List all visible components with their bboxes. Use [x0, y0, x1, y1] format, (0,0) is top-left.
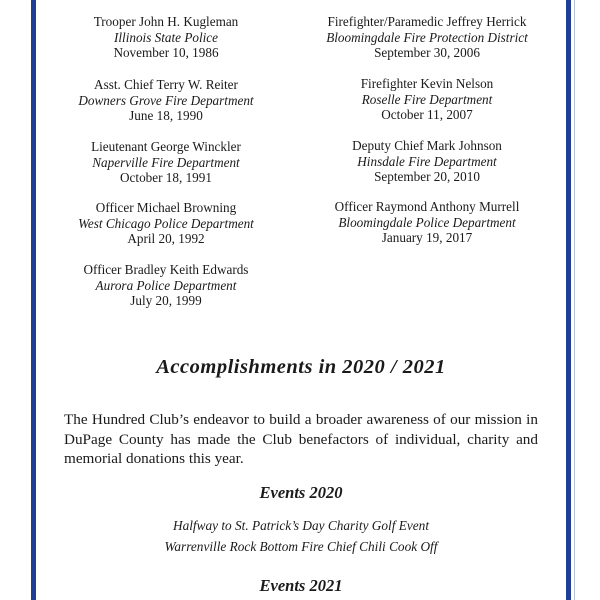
honoree-name: Deputy Chief Mark Johnson: [352, 138, 502, 153]
honoree-date: July 20, 1999: [130, 293, 202, 308]
honoree-name: Firefighter Kevin Nelson: [360, 76, 494, 91]
honoree-entry: [46, 139, 286, 186]
event-item: Warrenville Rock Bottom Fire Chief Chili Cook Off: [164, 539, 438, 554]
honoree-name: Officer Bradley Keith Edwards: [83, 262, 249, 277]
events-2020-heading: Events 2020: [259, 483, 343, 502]
right-border-edge: [574, 0, 575, 600]
honoree-name: Trooper John H. Kugleman: [93, 14, 239, 29]
honoree-department: Illinois State Police: [113, 29, 218, 45]
left-border-rule: [31, 0, 36, 600]
event-item: Halfway to St. Patrick’s Day Charity Golf Event: [172, 518, 430, 533]
honoree-department: Bloomingdale Fire Protection District: [326, 29, 528, 45]
honoree-name: Officer Michael Browning: [95, 200, 237, 215]
honoree-date: September 20, 2010: [374, 169, 480, 184]
right-border-rule: [566, 0, 571, 600]
honoree-name: Asst. Chief Terry W. Reiter: [94, 77, 238, 92]
honoree-department: Roselle Fire Department: [361, 91, 493, 107]
honoree-entry: [46, 262, 286, 309]
honoree-department: Naperville Fire Department: [92, 154, 240, 170]
honoree-department: Aurora Police Department: [95, 277, 237, 293]
honoree-department: Bloomingdale Police Department: [338, 214, 516, 230]
honoree-entry: [307, 138, 547, 185]
honoree-name: Firefighter/Paramedic Jeffrey Herrick: [327, 14, 527, 29]
honoree-entry: [46, 200, 286, 247]
honoree-entry: [307, 76, 547, 123]
accomplishments-paragraph: The Hundred Club’s endeavor to build a broader awareness of our mission in DuPage County has made the Club benefactors of individual, charity and memorial donations this year.: [64, 411, 538, 467]
honoree-date: January 19, 2017: [381, 230, 473, 245]
honoree-date: September 30, 2006: [374, 45, 480, 60]
honoree-date: November 10, 1986: [113, 45, 219, 60]
honoree-entry: [307, 14, 547, 61]
honoree-date: October 18, 1991: [120, 170, 212, 185]
honoree-entry: [307, 199, 547, 246]
honoree-entry: [46, 77, 286, 124]
honoree-name: Officer Raymond Anthony Murrell: [334, 199, 520, 214]
honoree-name: Lieutenant George Winckler: [91, 139, 241, 154]
honoree-department: Hinsdale Fire Department: [357, 153, 497, 169]
honoree-entry: [46, 14, 286, 61]
accomplishments-heading: Accomplishments in 2020 / 2021: [156, 356, 446, 378]
events-2021-heading: Events 2021: [259, 576, 343, 595]
honoree-department: West Chicago Police Department: [78, 215, 254, 231]
honoree-date: October 11, 2007: [381, 107, 473, 122]
honoree-department: Downers Grove Fire Department: [78, 92, 254, 108]
honoree-date: April 20, 1992: [127, 231, 205, 246]
honoree-date: June 18, 1990: [129, 108, 203, 123]
